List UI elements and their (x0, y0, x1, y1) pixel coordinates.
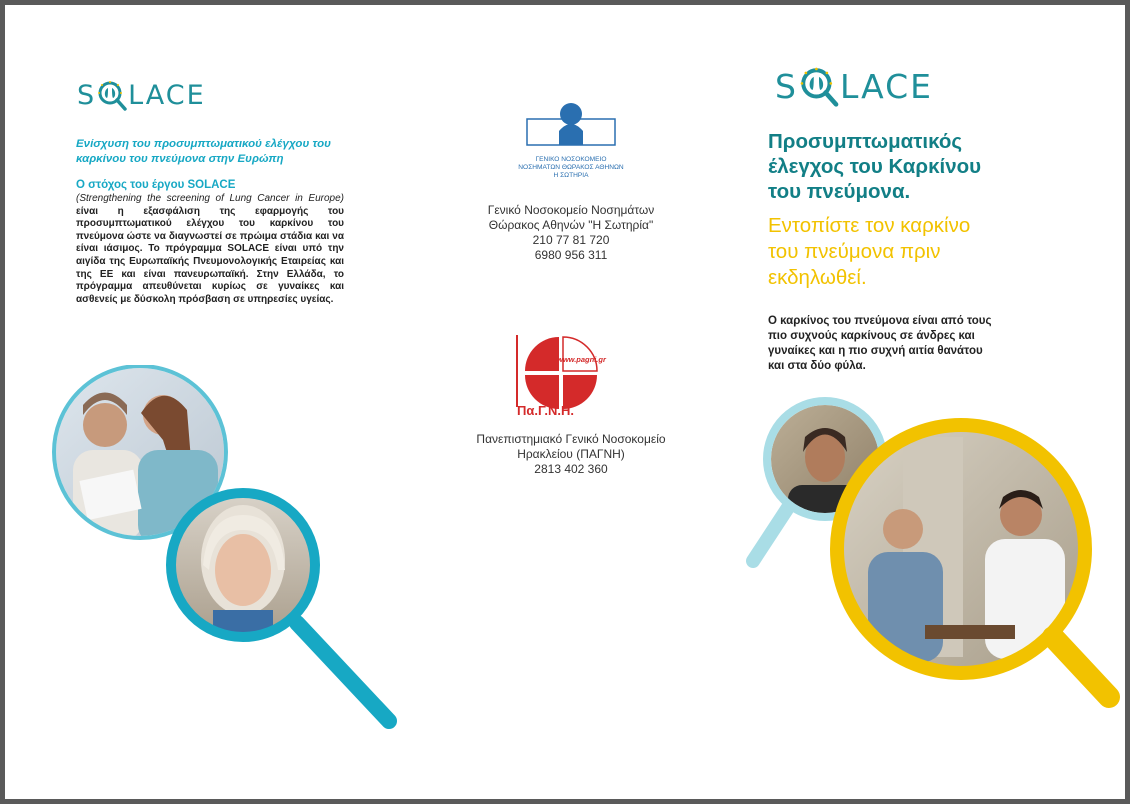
pagni-logo-text: Πα.Γ.Ν.Η. (517, 403, 574, 418)
goal-italic: (Strengthening the screening of Lung Cancer in Europe) (76, 193, 344, 204)
hospital1-name-line1: Γενικό Νοσοκομείο Νοσημάτων (487, 203, 655, 217)
sotiria-line-3: Η ΣΩΤΗΡΙΑ (553, 172, 589, 179)
hospital2-phone: 2813 402 360 (534, 462, 608, 476)
logo-letter-s: S (77, 79, 97, 111)
hospital1-phone2: 6980 956 311 (534, 248, 608, 262)
solace-logo-right (775, 65, 933, 107)
left-magnifier-photos (43, 365, 403, 735)
logo-letter-s-right: S (775, 66, 798, 106)
magnifier-lungs-icon-right (798, 65, 840, 107)
body-line-1: Ο καρκίνος του πνεύμονα είναι από τους (768, 315, 992, 327)
logo-letters-lace: LACE (128, 79, 206, 111)
sotiria-logo-text (493, 156, 649, 180)
sotiria-line-2: ΝΟΣΗΜΑΤΩΝ ΘΩΡΑΚΟΣ ΑΘΗΝΩΝ (518, 164, 624, 171)
subtitle-line-2: του πνεύμονα πριν (768, 240, 941, 263)
pagni-logo (511, 331, 611, 409)
hospital2-info (435, 432, 707, 477)
subtitle-line-3: εκδηλωθεί. (768, 266, 867, 289)
hospital2-name-line1: Πανεπιστημιακό Γενικό Νοσοκομείο (476, 432, 666, 446)
logo-letters-lace-right: LACE (839, 66, 933, 106)
title-line-3: του πνεύμονα. (768, 180, 911, 203)
goal-text: είναι η εξασφάλιση της εφαρμογής του προσυμπτωματικού ελέγχου του καρκίνου του πνεύμονα ώστε να διαγνωστεί σε πρώιμα στάδια και να είναι ιάσιμος. Το πρόγραμμα SOLACE είναι υπό την αιγίδα της Ευρωπαϊκής Πνευμονολογικής Εταιρείας και της ΕΕ και είναι πανευρωπαϊκή. Στην Ελλάδα, το πρόγραμμα απευθύνεται κυρίως σε γυναίκες και ασθενείς με δύσκολη πρόσβαση σε υπηρεσίες υγείας. (76, 205, 344, 305)
body-line-4: και στα δύο φύλα. (768, 360, 866, 372)
right-magnifier-photos (733, 397, 1125, 713)
sotiria-logo (523, 101, 619, 157)
subtitle-line-1: Εντοπίστε τον καρκίνο (768, 214, 971, 237)
magnifier-lungs-icon (96, 79, 128, 111)
hospital1-phone1: 210 77 81 720 (532, 233, 610, 247)
title-line-2: έλεγχος του Καρκίνου (768, 155, 982, 178)
title-line-1: Προσυμπτωματικός (768, 130, 963, 153)
body-line-2: πιο συχνούς καρκίνους σε άνδρες και (768, 330, 975, 342)
sotiria-line-1: ΓΕΝΙΚΟ ΝΟΣΟΚΟΜΕΙΟ (535, 156, 607, 163)
solace-logo-left (77, 79, 206, 111)
hospital1-info (435, 203, 707, 263)
goal-heading: Ο στόχος του έργου SOLACE (76, 179, 236, 191)
hospital1-name-line2: Θώρακος Αθηνών "Η Σωτηρία" (488, 218, 654, 232)
goal-body (76, 193, 344, 306)
right-title (768, 129, 1108, 204)
pagni-url: www.pagni.gr (557, 355, 606, 364)
hospital2-name-line2: Ηρακλείου (ΠΑΓΝΗ) (517, 447, 625, 461)
right-body (768, 314, 1068, 374)
left-tagline: Ενίσχυση του προσυμπτωματικού ελέγχου του καρκίνου του πνεύμονα στην Ευρώπη (76, 138, 331, 165)
right-subtitle (768, 213, 1108, 291)
body-line-3: γυναίκες και η πιο συχνή αιτία θανάτου (768, 345, 983, 357)
brochure-page (5, 5, 1125, 799)
